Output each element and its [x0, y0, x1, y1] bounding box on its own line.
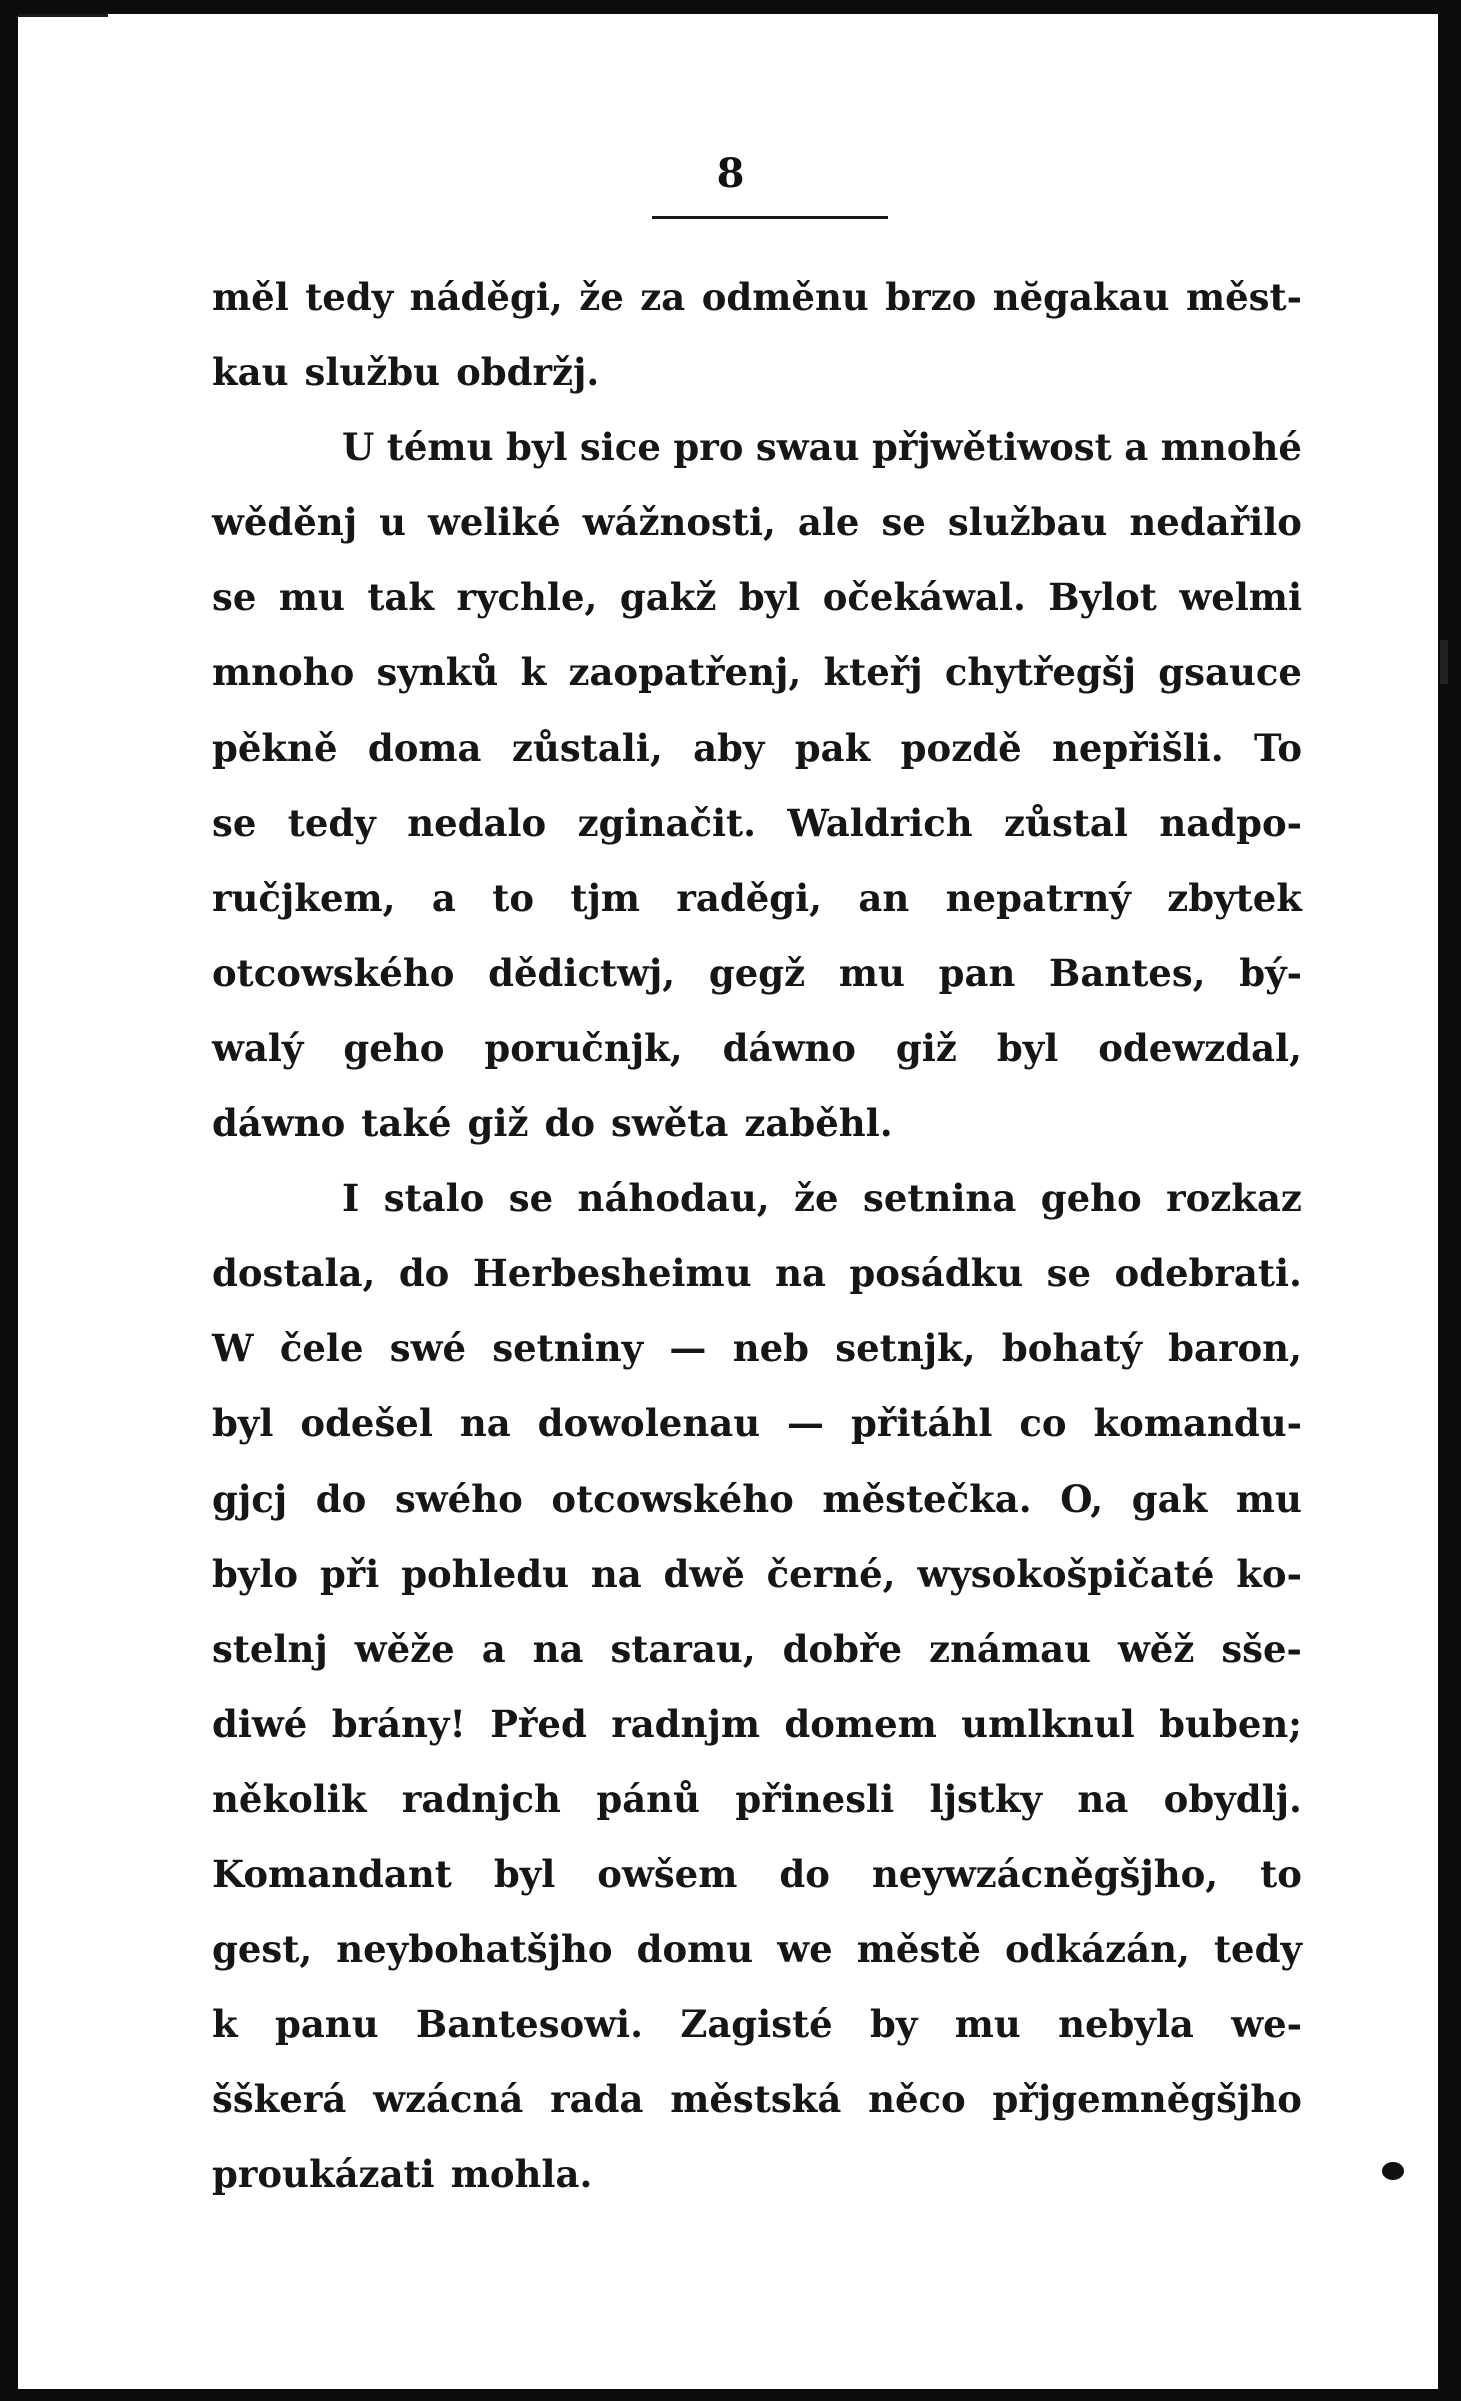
text-word: pozdě [900, 725, 1022, 770]
text-word: mu [954, 2002, 1021, 2047]
text-line [212, 335, 1302, 410]
text-word: něco [868, 2077, 966, 2122]
text-word: to [492, 875, 535, 920]
text-word: gest, [212, 1927, 313, 1972]
text-word: mohla. [450, 2152, 593, 2197]
text-word: tedy [305, 275, 394, 319]
text-word: odešel [300, 1401, 433, 1446]
text-word: co [1019, 1401, 1067, 1446]
text-word: mu [1235, 1476, 1302, 1521]
text-word: zaběhl. [744, 1101, 893, 1146]
text-word: neybohatšjho [336, 1927, 613, 1972]
text-line [212, 1612, 1302, 1687]
text-word: přinesli [735, 1776, 895, 1821]
text-word: na [532, 1626, 584, 1671]
text-word: to [1260, 1851, 1302, 1896]
text-word: Bantes, [1049, 950, 1206, 995]
text-word: diwé [212, 1701, 308, 1746]
text-word: — [669, 1326, 707, 1371]
text-word: tak [367, 575, 435, 620]
text-word: že [579, 275, 624, 319]
text-word: poručnjk, [484, 1025, 683, 1070]
text-word: Waldrich [787, 800, 973, 845]
text-word: k [520, 650, 547, 695]
text-word: Herbesheimu [472, 1251, 752, 1296]
text-word: pan [938, 950, 1016, 995]
text-word: městečka. [822, 1476, 1032, 1521]
text-word: mu [278, 575, 345, 620]
text-word: stalo [383, 1176, 485, 1221]
text-word: byl [212, 1401, 274, 1446]
text-word: mnoho [212, 650, 355, 695]
text-word: setnina [863, 1176, 1017, 1221]
text-word: bý- [1239, 950, 1302, 995]
text-word: brány! [331, 1701, 466, 1746]
text-word: wěž [1117, 1626, 1195, 1671]
text-word: weliké [427, 500, 561, 545]
text-word: giž [467, 1101, 529, 1146]
text-word: tedy [1213, 1927, 1302, 1972]
text-word: a [481, 1626, 506, 1671]
text-word: několik [212, 1776, 367, 1821]
text-word: umlknul [961, 1701, 1135, 1746]
text-word: pěkně [212, 725, 338, 770]
text-word: doma [367, 725, 482, 770]
text-word: obydlj. [1163, 1776, 1302, 1821]
text-word: ale [797, 500, 860, 545]
text-word: že [794, 1176, 839, 1221]
text-word: dáwno [212, 1101, 346, 1146]
text-word: synků [376, 650, 499, 695]
text-line [212, 786, 1302, 861]
text-word: To [1254, 725, 1302, 770]
text-line [212, 260, 1302, 335]
text-line [212, 2062, 1302, 2137]
text-word: walý [212, 1025, 304, 1070]
text-word: pro [673, 425, 744, 470]
text-word: rychle, [456, 575, 598, 620]
text-word: odewzdal, [1098, 1025, 1302, 1070]
text-word: sice [579, 425, 661, 470]
text-word: byl [738, 575, 801, 620]
text-word: setniny [492, 1326, 644, 1371]
text-word: u [379, 500, 406, 545]
text-word: za [640, 275, 686, 319]
text-word: pak [794, 725, 871, 770]
text-word: na [459, 1401, 511, 1446]
text-word: radnjch [401, 1776, 561, 1821]
text-word: giž [895, 1025, 957, 1070]
text-word: setnjk, [835, 1326, 976, 1371]
page-number-rule [652, 216, 888, 219]
text-word: také [361, 1101, 452, 1146]
text-word: starau, [610, 1626, 756, 1671]
text-word: Komandant [212, 1851, 452, 1896]
text-word: a [1124, 425, 1149, 470]
text-line [212, 1236, 1302, 1311]
text-word: proukázati [212, 2152, 435, 2197]
text-word: pohledu [401, 1551, 570, 1596]
text-word: U [342, 425, 375, 470]
text-word: nepřišli. [1051, 725, 1224, 770]
text-line [212, 1687, 1302, 1762]
text-word: neywzácněgšjho, [871, 1851, 1219, 1896]
text-line [212, 1987, 1302, 2062]
text-word: Před [490, 1701, 587, 1746]
ink-speck [1382, 2162, 1404, 2180]
text-word: rada [550, 2077, 644, 2122]
text-word: náděgi, [409, 275, 563, 319]
text-word: na [590, 1551, 642, 1596]
text-word: Bantesowi. [415, 2002, 643, 2047]
text-word: owšem [597, 1851, 738, 1896]
text-word: wěže [354, 1626, 455, 1671]
text-word: welmi [1179, 575, 1302, 620]
text-word: nedařilo [1129, 500, 1302, 545]
text-word: dowolenau [537, 1401, 761, 1446]
text-word: domu [636, 1927, 754, 1972]
text-word: mu [838, 950, 905, 995]
text-word: stelnj [212, 1626, 328, 1671]
text-word: wzácná [373, 2077, 524, 2122]
text-word: k [212, 2002, 238, 2047]
text-line [212, 1011, 1302, 1086]
text-word: brzo [885, 275, 977, 319]
text-word: tjm [570, 875, 641, 920]
text-line [212, 1837, 1302, 1912]
text-word: kau [212, 350, 289, 395]
text-word: an [858, 875, 910, 920]
text-word: se [881, 500, 926, 545]
text-line [212, 1762, 1302, 1837]
text-word: wážnosti, [582, 500, 776, 545]
text-line [212, 1462, 1302, 1537]
text-word: šškerá [212, 2077, 347, 2122]
text-word: pánů [596, 1776, 700, 1821]
text-word: černé, [766, 1551, 896, 1596]
text-word: přjgemněgšjho [992, 2077, 1302, 2122]
text-word: Bylot [1048, 575, 1157, 620]
text-word: Zagisté [680, 2002, 833, 2047]
text-line [212, 936, 1302, 1011]
text-word: do [315, 1476, 367, 1521]
text-word: radnjm [611, 1701, 760, 1746]
text-word: nebyla [1058, 2002, 1194, 2047]
text-word: domem [784, 1701, 937, 1746]
text-line [212, 1912, 1302, 1987]
text-word: swěta [611, 1101, 729, 1146]
text-word: O, [1060, 1476, 1104, 1521]
text-word: městská [670, 2077, 842, 2122]
text-word: čele [279, 1326, 364, 1371]
text-word: odebrati. [1114, 1251, 1302, 1296]
text-word: dobře [782, 1626, 903, 1671]
text-line [212, 1086, 1302, 1161]
text-line [212, 861, 1302, 936]
text-word: bohatý [1001, 1326, 1142, 1371]
text-line [212, 711, 1302, 786]
text-word: otcowského [551, 1476, 794, 1521]
text-word: aby [693, 725, 765, 770]
text-word: a [431, 875, 456, 920]
text-word: odkázán, [1004, 1927, 1190, 1972]
text-word: panu [274, 2002, 379, 2047]
text-word: byl [505, 425, 568, 470]
text-word: ručjkem, [212, 875, 396, 920]
text-word: městě [856, 1927, 981, 1972]
text-word: náhodau, [577, 1176, 770, 1221]
text-word: wěděnj [212, 500, 358, 545]
text-word: se [1046, 1251, 1091, 1296]
text-word: sše- [1221, 1626, 1302, 1671]
text-line [212, 1161, 1302, 1236]
text-word: měl [212, 275, 289, 319]
text-word: komandu- [1093, 1401, 1302, 1446]
text-word: dwě [663, 1551, 745, 1596]
text-line [212, 2137, 1302, 2212]
text-word: dáwno [722, 1025, 856, 1070]
text-word: nĕgakau [992, 275, 1170, 319]
text-word: gjcj [212, 1476, 288, 1521]
text-word: gakž [619, 575, 717, 620]
text-word: gegž [708, 950, 806, 995]
text-line [212, 1537, 1302, 1612]
text-word: — [787, 1401, 825, 1446]
text-word: gak [1131, 1476, 1208, 1521]
text-word: otcowského [212, 950, 455, 995]
text-word: očekáwal. [822, 575, 1026, 620]
text-word: swé [389, 1326, 467, 1371]
text-word: rozkaz [1166, 1176, 1302, 1221]
text-word: wysokošpičaté [917, 1551, 1215, 1596]
text-word: přitáhl [850, 1401, 993, 1446]
text-word: zaopatřenj, [568, 650, 802, 695]
page-number: 8 [716, 150, 745, 197]
text-word: dostala, [212, 1251, 376, 1296]
text-word: do [544, 1101, 596, 1146]
text-word: neb [732, 1326, 810, 1371]
text-word: při [319, 1551, 380, 1596]
text-word: geho [343, 1025, 445, 1070]
text-word: přjwětiwost [871, 425, 1112, 470]
text-word: tému [386, 425, 494, 470]
text-word: buben; [1159, 1701, 1302, 1746]
top-edge-rule [18, 14, 108, 17]
text-word: tedy [287, 800, 376, 845]
text-word: we- [1231, 2002, 1302, 2047]
text-word: we [777, 1927, 833, 1972]
text-word: raděgi, [676, 875, 823, 920]
text-word: zginačit. [577, 800, 757, 845]
text-word: gsauce [1158, 650, 1302, 695]
text-word: se [508, 1176, 554, 1221]
text-line [212, 1386, 1302, 1461]
text-word: byl [493, 1851, 556, 1896]
text-word: bylo [212, 1551, 299, 1596]
text-line [212, 410, 1302, 485]
text-word: W [212, 1326, 254, 1371]
text-word: swau [755, 425, 860, 470]
text-word: službau [947, 500, 1108, 545]
text-word: nepatrný [945, 875, 1131, 920]
text-word: zbytek [1167, 875, 1302, 920]
text-line [212, 560, 1302, 635]
body-text [212, 260, 1302, 2212]
text-word: nedalo [407, 800, 547, 845]
text-word: mnohé [1160, 425, 1302, 470]
text-word: do [398, 1251, 450, 1296]
text-word: geho [1040, 1176, 1142, 1221]
text-word: baron, [1168, 1326, 1302, 1371]
text-word: se [212, 575, 257, 620]
text-word: zůstali, [511, 725, 663, 770]
text-word: nadpo- [1159, 800, 1302, 845]
text-line [212, 1311, 1302, 1386]
text-word: ko- [1236, 1551, 1302, 1596]
text-line [212, 485, 1302, 560]
text-word: kteřj [823, 650, 923, 695]
text-word: odměnu [701, 275, 869, 319]
text-word: se [212, 800, 257, 845]
text-word: posádku [849, 1251, 1024, 1296]
text-word: známau [929, 1626, 1091, 1671]
text-word: zůstal [1004, 800, 1128, 845]
text-word: chytřegšj [944, 650, 1137, 695]
text-word: službu [304, 350, 441, 395]
text-word: I [342, 1176, 360, 1221]
text-word: swého [394, 1476, 523, 1521]
text-word: byl [996, 1025, 1059, 1070]
text-line [212, 635, 1302, 710]
text-word: měst- [1185, 275, 1302, 319]
text-word: obdržj. [456, 350, 600, 395]
text-word: na [775, 1251, 826, 1296]
text-word: ljstky [929, 1776, 1043, 1821]
text-word: dědictwj, [488, 950, 676, 995]
text-word: by [870, 2002, 918, 2047]
text-word: do [779, 1851, 830, 1896]
text-word: na [1077, 1776, 1129, 1821]
margin-mark [1440, 640, 1448, 684]
